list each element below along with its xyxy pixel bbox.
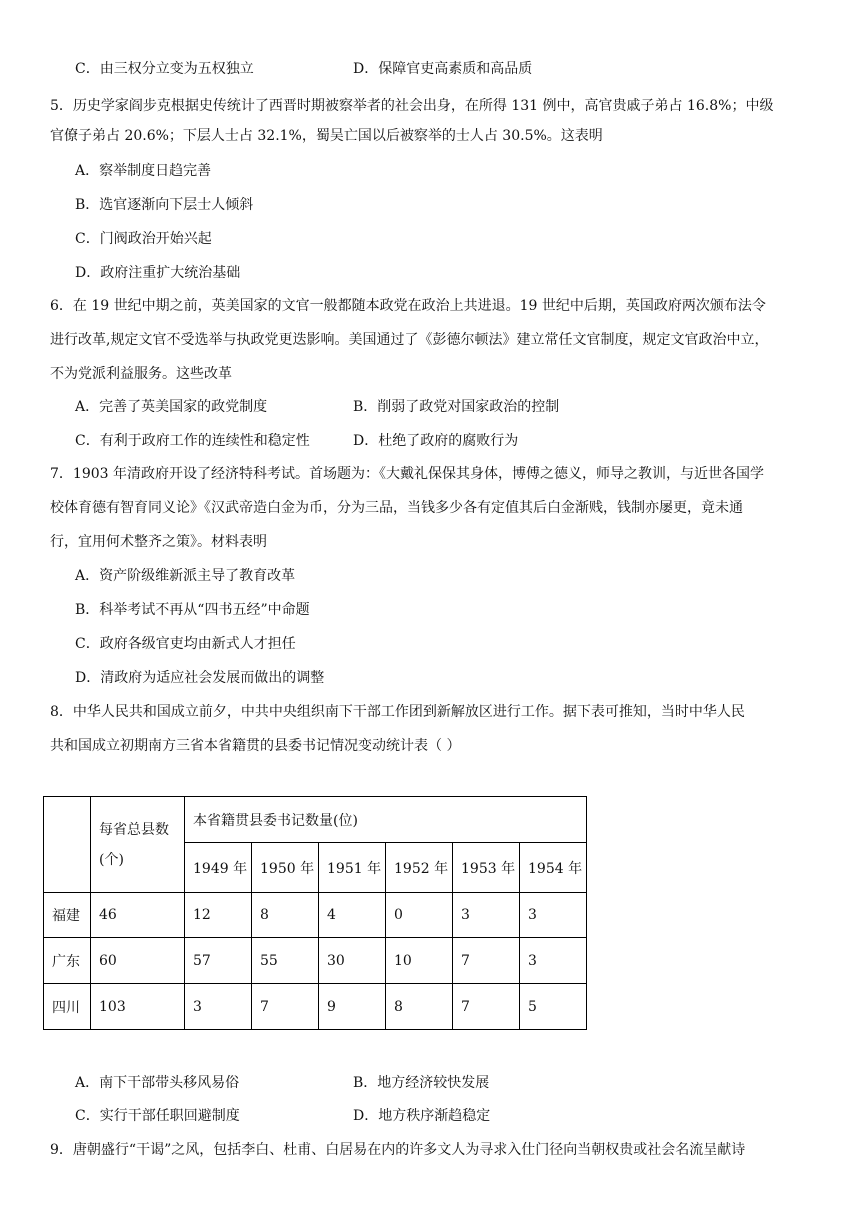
year-1949: 1949 年 bbox=[185, 843, 252, 893]
header-total-label: 每省总县数 bbox=[99, 821, 169, 838]
province-cell: 福建 bbox=[44, 893, 91, 938]
q7-option-c: C．政府各级官吏均由新式人才担任 bbox=[75, 636, 296, 652]
q7-option-a: A．资产阶级维新派主导了教育改革 bbox=[75, 568, 296, 584]
header-total-unit: (个) bbox=[99, 851, 124, 868]
table-header-row-1 bbox=[44, 797, 587, 843]
table-corner-cell bbox=[44, 797, 91, 893]
q8-stem-line-2: 共和国成立初期南方三省本省籍贯的县委书记情况变动统计表（ ） bbox=[50, 738, 461, 754]
q7-stem-line-1: 7．1903 年清政府开设了经济特科考试。首场题为：《大戴礼保保其身体，博傅之德义，师导之教训，与近世各国学 bbox=[50, 466, 764, 482]
value-cell: 30 bbox=[319, 938, 386, 984]
q5-option-d: D．政府注重扩大统治基础 bbox=[75, 265, 241, 281]
value-cell: 12 bbox=[185, 893, 252, 938]
q7-option-b: B．科举考试不再从“四书五经”中命题 bbox=[75, 602, 310, 618]
q7-option-d: D．清政府为适应社会发展而做出的调整 bbox=[75, 670, 325, 686]
q6-option-d: D．杜绝了政府的腐败行为 bbox=[353, 433, 519, 449]
q5-stem-line-1: 5．历史学家阎步克根据史传统计了西晋时期被察举者的社会出身，在所得 131 例中，高官贵戚子弟占 16.8%；中级 bbox=[50, 98, 774, 114]
value-cell: 3 bbox=[520, 893, 587, 938]
total-cell: 103 bbox=[91, 984, 185, 1030]
q8-option-c: C．实行干部任职回避制度 bbox=[75, 1108, 240, 1124]
county-secretary-table bbox=[43, 796, 587, 1030]
table-row bbox=[44, 893, 587, 938]
value-cell: 8 bbox=[386, 984, 453, 1030]
value-cell: 55 bbox=[252, 938, 319, 984]
q7-stem-line-3: 行，宜用何术整齐之策》。材料表明 bbox=[50, 534, 267, 550]
header-total-counties bbox=[91, 797, 185, 893]
value-cell: 3 bbox=[185, 984, 252, 1030]
q6-stem-line-3: 不为党派利益服务。这些改革 bbox=[50, 366, 232, 382]
q6-option-c: C．有利于政府工作的连续性和稳定性 bbox=[75, 433, 310, 449]
q6-stem-line-1: 6．在 19 世纪中期之前，英美国家的文官一般都随本政党在政治上共进退。19 世纪中后期，英国政府两次颁布法令 bbox=[50, 298, 766, 314]
q5-option-a: A．察举制度日趋完善 bbox=[75, 163, 212, 179]
province-cell: 四川 bbox=[44, 984, 91, 1030]
year-1950: 1950 年 bbox=[252, 843, 319, 893]
year-1952: 1952 年 bbox=[386, 843, 453, 893]
year-1951: 1951 年 bbox=[319, 843, 386, 893]
q6-option-b: B．削弱了政党对国家政治的控制 bbox=[353, 399, 560, 415]
table-row bbox=[44, 984, 587, 1030]
value-cell: 8 bbox=[252, 893, 319, 938]
q4-option-c: C．由三权分立变为五权独立 bbox=[75, 61, 254, 77]
table-row bbox=[44, 938, 587, 984]
value-cell: 10 bbox=[386, 938, 453, 984]
q5-stem-line-2: 官僚子弟占 20.6%；下层人士占 32.1%，蜀吴亡国以后被察举的士人占 30.5%。这表明 bbox=[50, 128, 603, 144]
value-cell: 3 bbox=[453, 893, 520, 938]
q8-option-d: D．地方秩序渐趋稳定 bbox=[353, 1108, 491, 1124]
q5-option-c: C．门阀政治开始兴起 bbox=[75, 231, 212, 247]
q8-option-b: B．地方经济较快发展 bbox=[353, 1075, 490, 1091]
year-1953: 1953 年 bbox=[453, 843, 520, 893]
year-1954: 1954 年 bbox=[520, 843, 587, 893]
province-cell: 广东 bbox=[44, 938, 91, 984]
value-cell: 9 bbox=[319, 984, 386, 1030]
value-cell: 57 bbox=[185, 938, 252, 984]
q9-stem-line-1: 9．唐朝盛行“干谒”之风，包括李白、杜甫、白居易在内的许多文人为寻求入仕门径向当朝权贵或社会名流呈献诗 bbox=[50, 1142, 746, 1158]
q6-stem-line-2: 进行改革,规定文官不受选举与执政党更迭影响。美国通过了《彭德尔顿法》建立常任文官制度，规定文官政治中立， bbox=[50, 332, 769, 348]
value-cell: 4 bbox=[319, 893, 386, 938]
q4-option-d: D．保障官吏高素质和高品质 bbox=[353, 61, 533, 77]
total-cell: 60 bbox=[91, 938, 185, 984]
value-cell: 7 bbox=[453, 984, 520, 1030]
value-cell: 7 bbox=[453, 938, 520, 984]
total-cell: 46 bbox=[91, 893, 185, 938]
q8-stem-line-1: 8．中华人民共和国成立前夕，中共中央组织南下干部工作团到新解放区进行工作。据下表可推知，当时中华人民 bbox=[50, 704, 745, 720]
q7-stem-line-2: 校体育德有智育同义论》《汉武帝造白金为币，分为三品，当钱多少各有定值其后白金渐贱，钱制亦屡更，竟未通 bbox=[50, 500, 743, 516]
value-cell: 3 bbox=[520, 938, 587, 984]
value-cell: 5 bbox=[520, 984, 587, 1030]
value-cell: 7 bbox=[252, 984, 319, 1030]
value-cell: 0 bbox=[386, 893, 453, 938]
q6-option-a: A．完善了英美国家的政党制度 bbox=[75, 399, 268, 415]
q5-option-b: B．选官逐渐向下层士人倾斜 bbox=[75, 197, 254, 213]
q8-option-a: A．南下干部带头移风易俗 bbox=[75, 1075, 240, 1091]
header-native-secretaries: 本省籍贯县委书记数量(位) bbox=[185, 797, 587, 843]
